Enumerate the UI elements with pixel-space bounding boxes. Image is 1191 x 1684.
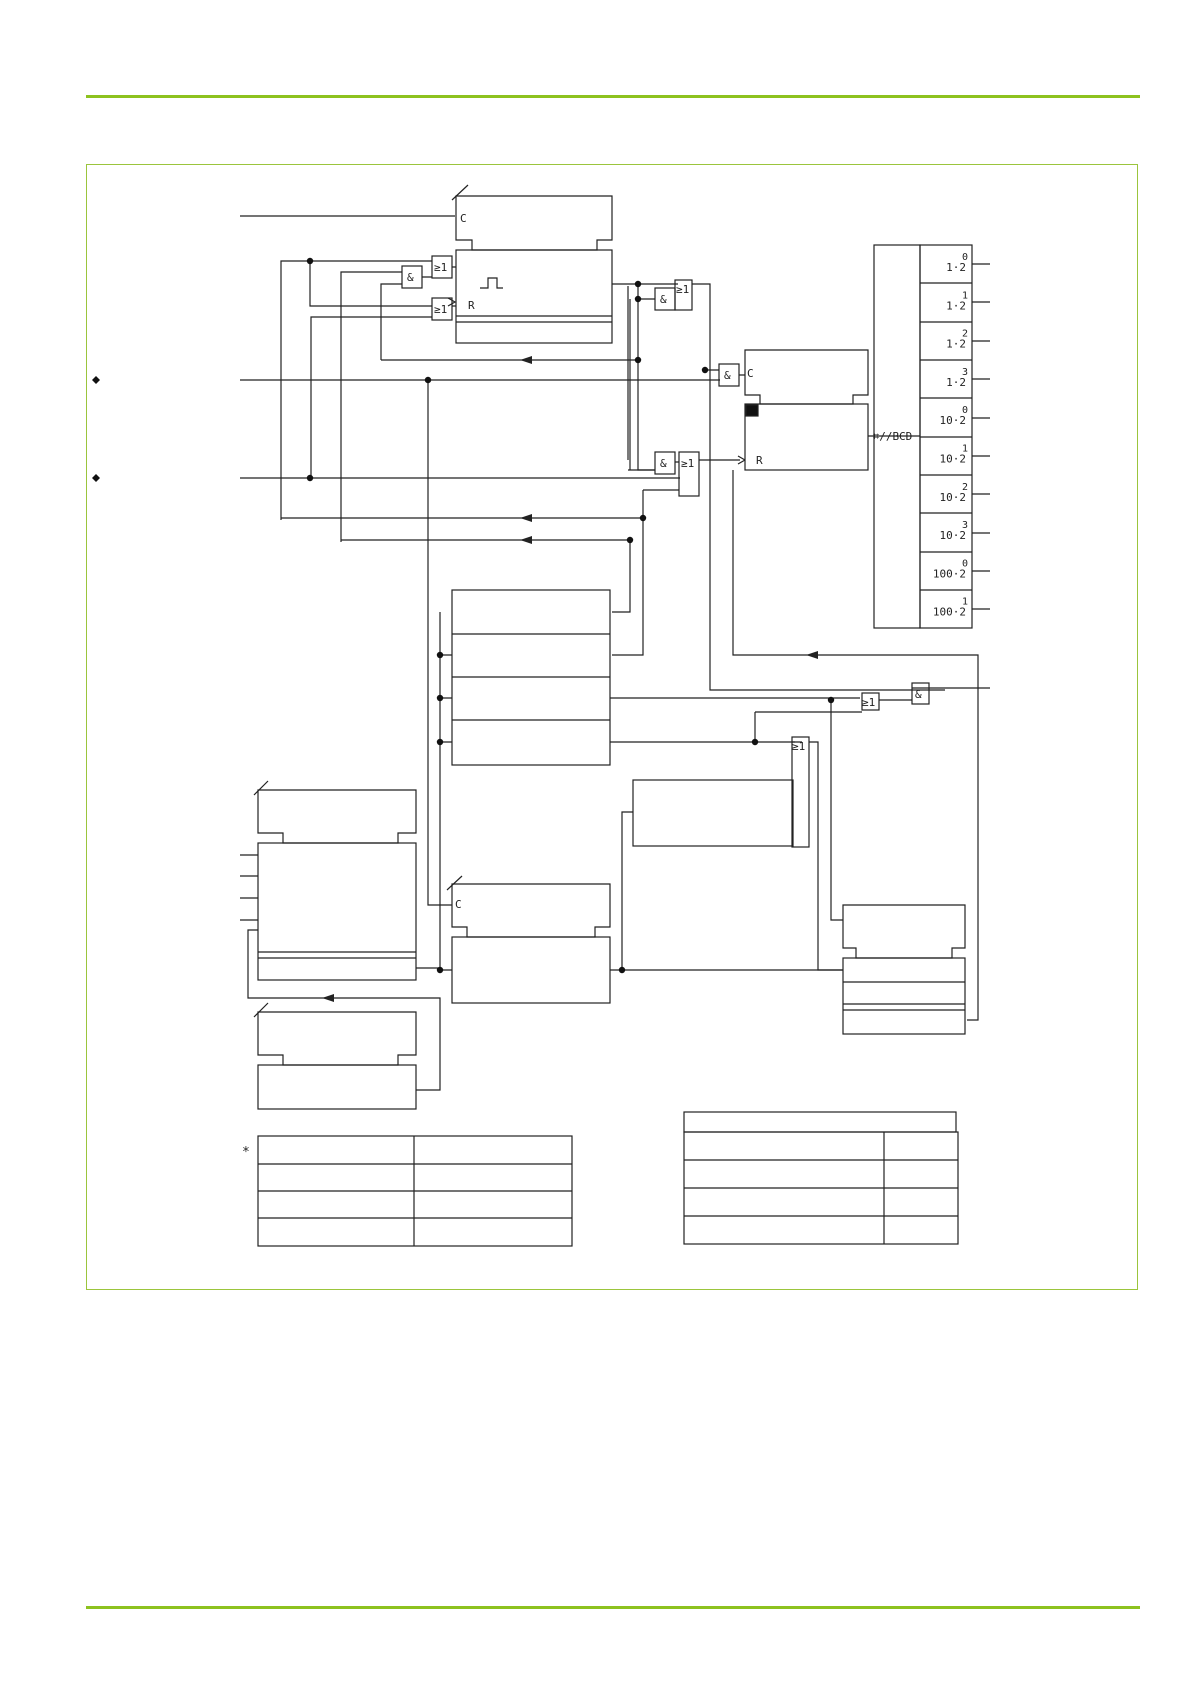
gate-label-or-1: ≥1 [434, 261, 448, 274]
adjust-arrow-1 [452, 185, 468, 200]
gate-label-and-2: & [660, 293, 667, 306]
bcd-output-label: 1·2 [946, 261, 966, 274]
lb-head-1 [258, 790, 416, 843]
c-label-top: C [460, 212, 467, 225]
pulse-icon [480, 278, 503, 288]
counter-head [745, 350, 868, 404]
lb-body-1 [258, 843, 416, 980]
rb-head [843, 905, 965, 958]
counter-body [745, 404, 868, 470]
timer-low-body [452, 937, 610, 1003]
bcd-output-label: 1·2 [946, 299, 966, 313]
gate-label-or-5: ≥1 [862, 696, 876, 709]
adjust-arrow-4 [254, 1003, 268, 1017]
asterisk-label: * [242, 1145, 250, 1160]
lb-body-2 [258, 1065, 416, 1109]
timer-low-head [452, 884, 610, 937]
bcd-output-label: 10·2 [939, 452, 966, 466]
bcd-output-exponent: 3 [962, 520, 969, 532]
rb-body [843, 958, 965, 1034]
mid-block [633, 780, 793, 846]
bcd-output-label: 1·2 [946, 337, 966, 351]
gate-label-or-2: ≥1 [434, 303, 448, 316]
input-marker-1 [92, 376, 100, 384]
gate-or-6 [792, 737, 809, 847]
bcd-output-exponent: 0 [962, 252, 969, 263]
bcd-output-exponent: 1 [962, 443, 969, 455]
bcd-output-label: 10·2 [939, 529, 966, 543]
bcd-output-label: 100·2 [932, 567, 966, 581]
c-label-counter: C [747, 367, 754, 380]
adjust-arrow-2 [447, 876, 462, 890]
gate-label-or-3: ≥1 [676, 283, 690, 296]
bcd-output-exponent: 2 [962, 481, 969, 493]
bcd-output-exponent: 0 [962, 558, 969, 570]
input-marker-2 [92, 474, 100, 482]
gate-label-or-6: ≥1 [792, 740, 806, 753]
counter-marker [746, 405, 758, 416]
bcd-output-exponent: 1 [962, 596, 969, 608]
bcd-output-label: 10·2 [939, 414, 966, 428]
bcd-output-exponent: 1 [962, 290, 969, 302]
gate-label-and-5: & [915, 688, 922, 701]
gate-label-or-4: ≥1 [681, 457, 695, 470]
r-label-top: R [468, 299, 475, 312]
gate-label-and-1: & [407, 271, 414, 284]
c-label-low: C [455, 898, 462, 911]
r-label-counter: R [756, 454, 763, 467]
bcd-output-exponent: 2 [962, 328, 969, 340]
converter-label: ⌗//BCD [873, 430, 913, 443]
gate-label-and-3: & [660, 457, 667, 470]
table-right-head [684, 1112, 956, 1132]
lb-head-2 [258, 1012, 416, 1065]
bcd-output-exponent: 3 [962, 366, 969, 378]
bcd-output-exponent: 0 [962, 405, 969, 417]
gate-label-and-4: & [724, 369, 731, 382]
bcd-output-label: 10·2 [939, 490, 966, 504]
adjust-arrow-3 [254, 781, 268, 795]
bcd-output-label: 1·2 [946, 375, 966, 389]
timer-top-head [456, 196, 612, 250]
timer-top-body [456, 250, 612, 343]
bcd-output-label: 100·2 [932, 605, 966, 619]
